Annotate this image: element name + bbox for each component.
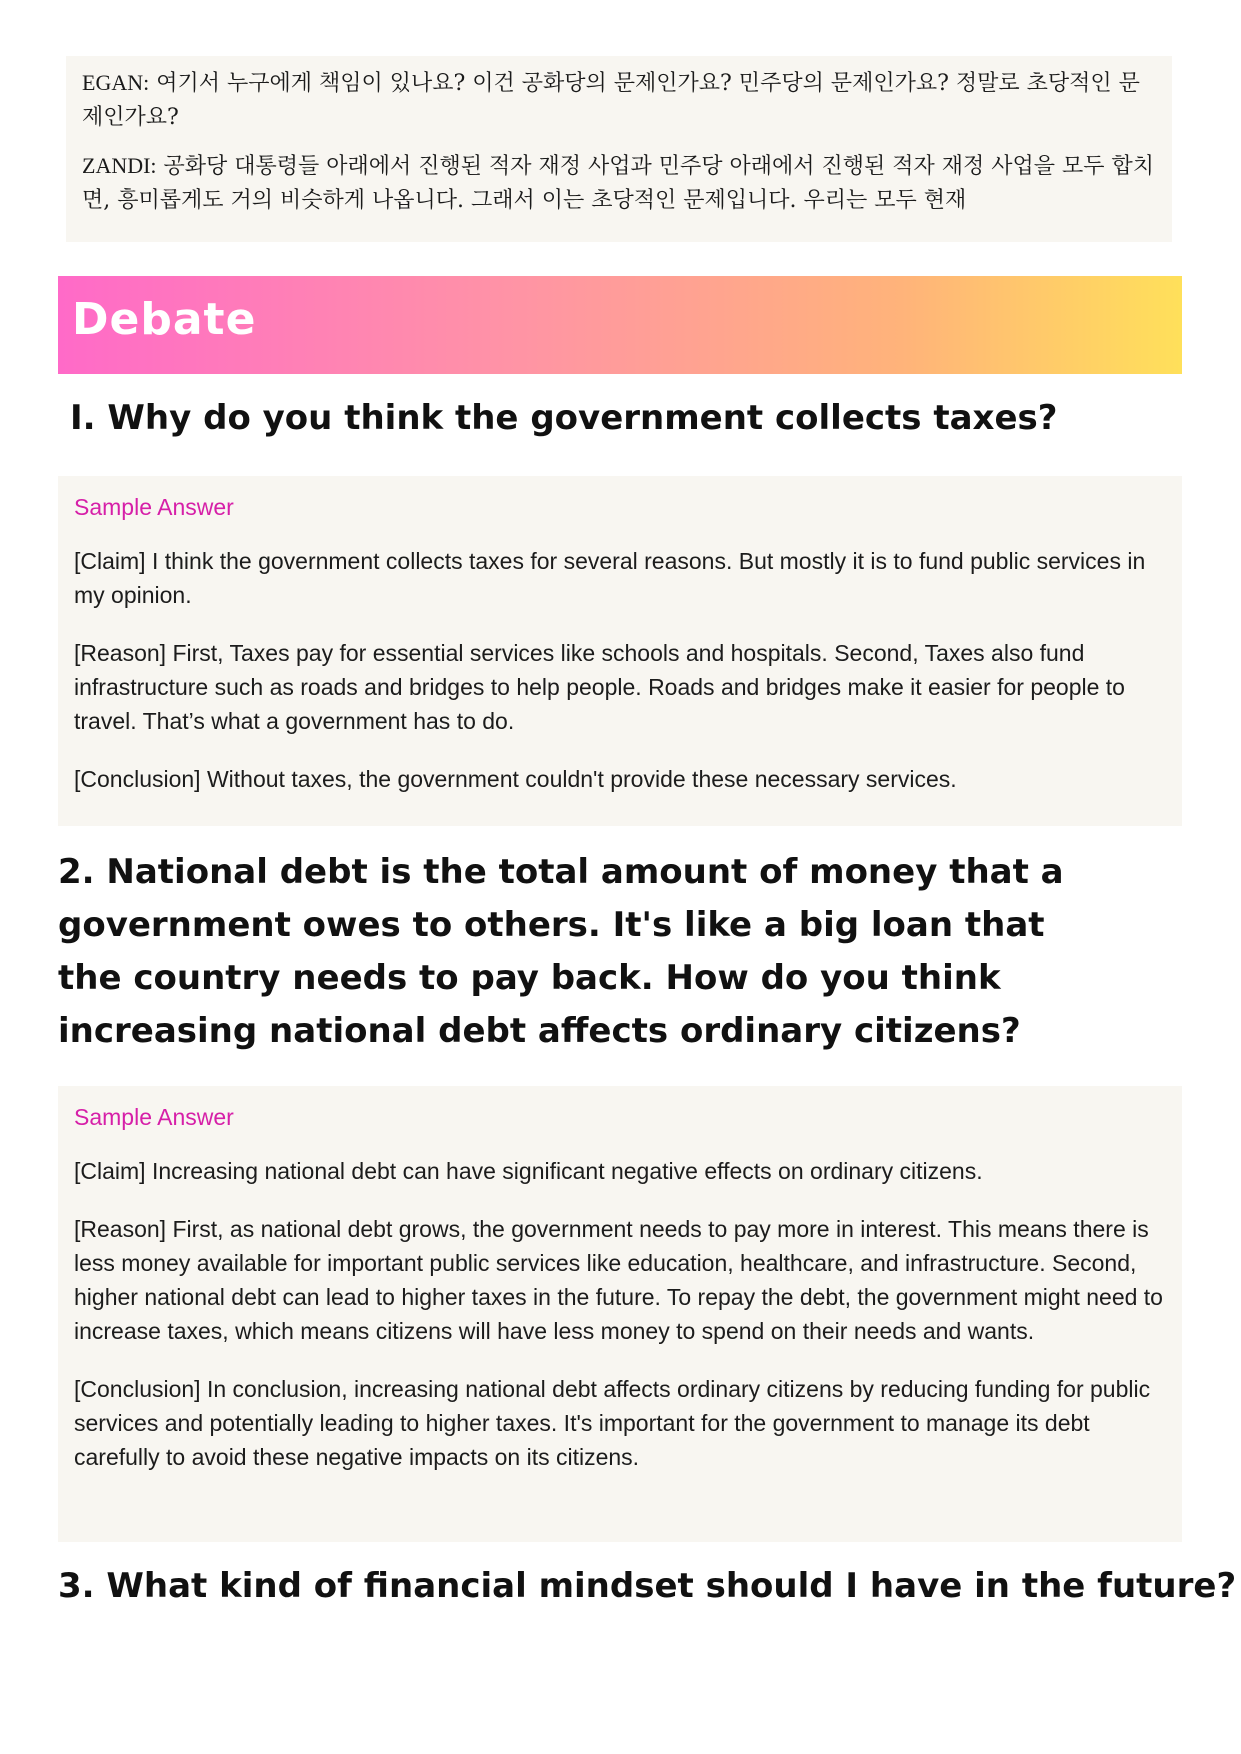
- section-title: Debate: [72, 294, 257, 345]
- answer-conclusion: [Conclusion] In conclusion, increasing national debt affects ordinary citizens by reducing funding for public services and potentially leading to higher taxes. It's important for the government to manage its debt carefully to avoid these negative impacts on its citizens.: [74, 1376, 1151, 1470]
- speaker-name: ZANDI:: [82, 153, 157, 178]
- transcript-excerpt: [66, 56, 1172, 242]
- answer-reason: [Reason] First, as national debt grows, the government needs to pay more in interest. This means there is less money available for important public services like education, healthcare, and infrastructure. Second, higher national debt can lead to higher taxes in the future. To repay the debt, the government might need to increase taxes, which means citizens will have less money to spend on their needs and wants.: [74, 1216, 1163, 1344]
- transcript-text: 여기서 누구에게 책임이 있나요? 이건 공화당의 문제인가요? 민주당의 문제인가요? 정말로 초당적인 문제인가요?: [82, 71, 1140, 130]
- section-banner: [58, 276, 1182, 374]
- question-1: I. Why do you think the government collects taxes?: [70, 398, 1058, 438]
- transcript-line-egan: [82, 66, 1156, 135]
- answer-reason: [Reason] First, Taxes pay for essential services like schools and hospitals. Second, Taxes also fund infrastructure such as roads and bridges to help people. Roads and bridges make it easier for people to travel. That’s what a government has to do.: [74, 640, 1125, 734]
- transcript-line-zandi: [82, 149, 1156, 218]
- question-2: 2. National debt is the total amount of money that a government owes to others. It's like a big loan that the country needs to pay back. How do you think increasing national debt affects ordinary citizens?: [58, 852, 1064, 1051]
- sample-answer-box-1: [58, 476, 1182, 826]
- transcript-text: 공화당 대통령들 아래에서 진행된 적자 재정 사업과 민주당 아래에서 진행된 적자 재정 사업을 모두 합치면, 흥미롭게도 거의 비슷하게 나옵니다. 그래서 이는 초당적인 문제입니다. 우리는 모두 현재: [82, 154, 1155, 213]
- sample-answer-label: Sample Answer: [74, 1104, 234, 1130]
- sample-answer-label: Sample Answer: [74, 494, 234, 520]
- answer-claim: [Claim] Increasing national debt can have significant negative effects on ordinary citizens.: [74, 1158, 983, 1184]
- answer-claim: [Claim] I think the government collects taxes for several reasons. But mostly it is to fund public services in my opinion.: [74, 548, 1146, 608]
- question-3: 3. What kind of financial mindset should I have in the future?: [58, 1566, 1237, 1606]
- sample-answer-box-2: [58, 1086, 1182, 1542]
- speaker-name: EGAN:: [82, 70, 150, 95]
- answer-conclusion: [Conclusion] Without taxes, the government couldn't provide these necessary services.: [74, 766, 957, 792]
